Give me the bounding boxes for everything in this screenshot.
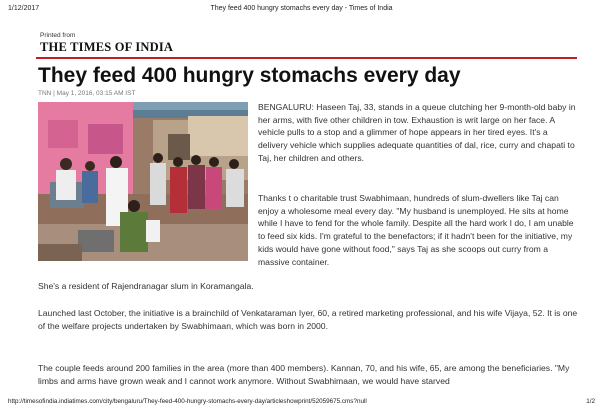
- slum-food-distribution-photo: [38, 102, 248, 261]
- article-paragraph: BENGALURU: Haseen Taj, 33, stands in a queue clutching her 9-month-old baby in her arms, with five other children in tow. Exhaustion is writ large on her face. A vehicle pulls to a stop and a glimmer of hope appears in her tired eyes. It's a delivery vehicle which supplies adequate quantities of dal, rice, curry and chapati to Taj, her children and others.: [258, 102, 576, 163]
- article-paragraph: Thanks t o charitable trust Swabhimaan, hundreds of slum-dwellers like Taj can enjoy a wholesome meal every day. "My husband is unemployed. He sits at home while I have to fend for the whole family. Despite all the hard work I do, I am unable to feed six kids. I'm grateful to the benefactors; if it hadn't been for the initiative, my kids would have gone without food," says Taj as she scoops out curry from a massive container.: [258, 193, 574, 267]
- header-divider: [36, 57, 577, 59]
- page-number: 1/2: [586, 398, 595, 405]
- printed-from-label: Printed from: [40, 32, 76, 39]
- print-footer: [8, 398, 595, 408]
- print-header: [8, 5, 595, 15]
- print-date: 1/12/2017: [8, 5, 40, 12]
- print-page-title: They feed 400 hungry stomachs every day - Times of India: [210, 5, 393, 12]
- times-of-india-logo: THE TIMES OF INDIA: [40, 40, 174, 54]
- article-photo: [38, 102, 248, 261]
- article-paragraph: She's a resident of Rajendranagar slum in Koramangala.: [38, 281, 254, 291]
- article-byline: TNN | May 1, 2016, 03:15 AM IST: [38, 90, 136, 97]
- article-paragraph: The couple feeds around 200 families in the area (more than 400 members). Kannan, 70, and his wife, 65, are among the beneficiaries. "My limbs and arms have grown weak and I cannot work anymore. Without Swabhimaan, we would have starved: [38, 363, 570, 386]
- article-url: http://timesofindia.indiatimes.com/city/bengaluru/They-feed-400-hungry-stomachs-every-day/articleshowprint/52059675.cms?null: [8, 398, 367, 405]
- article-paragraph: Launched last October, the initiative is a brainchild of Venkataraman Iyer, 60, a retired marketing professional, and his wife Vijaya, 52. It is one of the welfare projects undertaken by Swabhimaan, which was born in 2000.: [38, 308, 578, 331]
- article-headline: They feed 400 hungry stomachs every day: [38, 64, 461, 87]
